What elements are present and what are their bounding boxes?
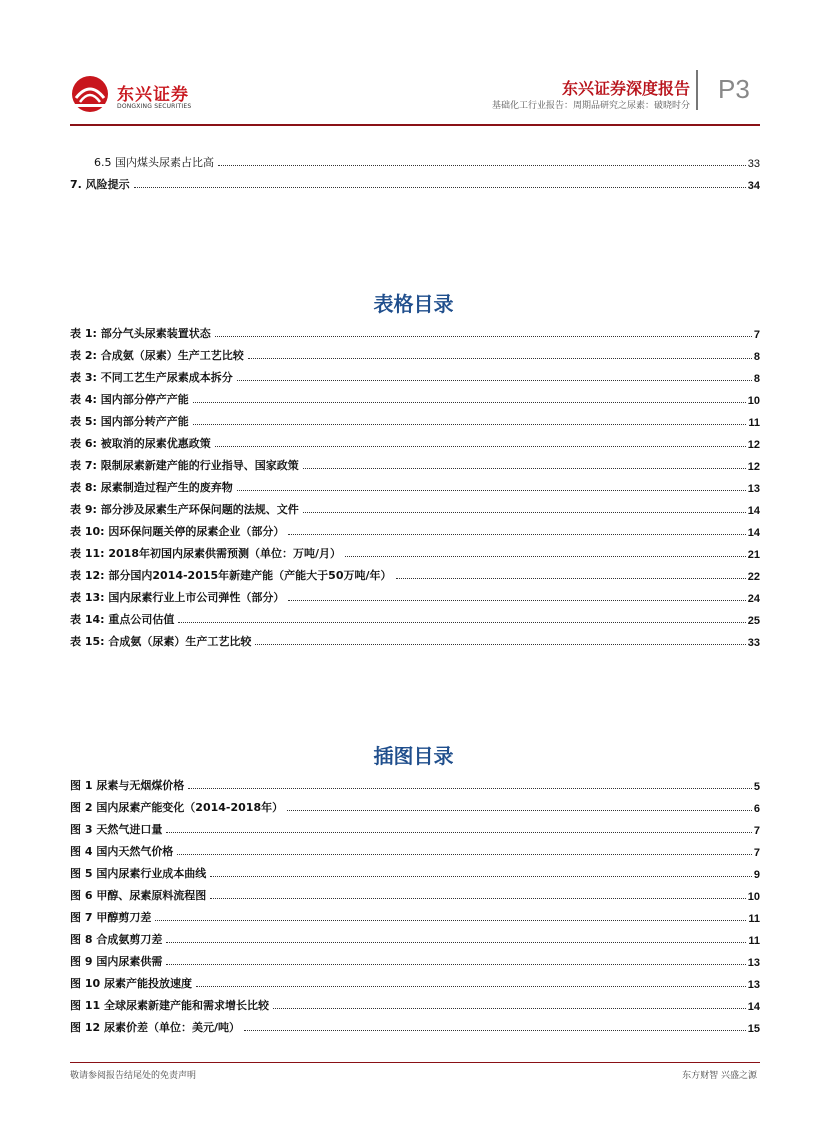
leader-dots bbox=[345, 556, 746, 557]
leader-dots bbox=[210, 876, 752, 877]
leader-dots bbox=[177, 854, 752, 855]
toc-entry-page: 5 bbox=[753, 781, 760, 793]
toc-entry-label: 表 9: 部分涉及尿素生产环保问题的法规、文件 bbox=[70, 503, 299, 516]
toc-entry-page: 7 bbox=[753, 825, 760, 837]
toc-entry-label: 表 13: 国内尿素行业上市公司弹性（部分） bbox=[70, 591, 285, 604]
toc-entry-label: 图 9 国内尿素供需 bbox=[70, 955, 163, 968]
leader-dots bbox=[196, 986, 746, 987]
leader-dots bbox=[215, 336, 752, 337]
page-header bbox=[70, 70, 760, 126]
header-divider bbox=[696, 70, 698, 110]
leader-dots bbox=[166, 942, 746, 943]
toc-entry[interactable] bbox=[70, 841, 760, 859]
leader-dots bbox=[193, 424, 747, 425]
leader-dots bbox=[248, 358, 752, 359]
leader-dots bbox=[188, 788, 752, 789]
toc-entry-page: 15 bbox=[747, 1023, 760, 1035]
footer-disclaimer: 敬请参阅报告结尾处的免责声明 bbox=[70, 1071, 197, 1081]
toc-entry-label: 表 1: 部分气头尿素装置状态 bbox=[70, 327, 211, 340]
toc-entry[interactable] bbox=[70, 174, 760, 192]
tables-section-title: 表格目录 bbox=[373, 292, 454, 316]
toc-entry[interactable] bbox=[70, 455, 760, 473]
toc-entry[interactable] bbox=[70, 775, 760, 793]
footer-rule bbox=[70, 1062, 760, 1063]
toc-entry[interactable] bbox=[70, 951, 760, 969]
toc-entry-label: 6.5 国内煤头尿素占比高 bbox=[94, 156, 214, 169]
toc-entry-label: 图 2 国内尿素产能变化（2014-2018年） bbox=[70, 801, 284, 814]
toc-entry-page: 14 bbox=[747, 527, 760, 539]
leader-dots bbox=[134, 187, 746, 188]
toc-entry-page: 22 bbox=[747, 571, 760, 583]
toc-entry[interactable] bbox=[70, 587, 760, 605]
toc-entry-label: 图 6 甲醇、尿素原料流程图 bbox=[70, 889, 207, 902]
leader-dots bbox=[155, 920, 746, 921]
toc-entry[interactable] bbox=[70, 389, 760, 407]
toc-entry[interactable] bbox=[70, 345, 760, 363]
leader-dots bbox=[288, 600, 745, 601]
toc-entry[interactable] bbox=[70, 929, 760, 947]
leader-dots bbox=[193, 402, 746, 403]
toc-entry-label: 7. 风险提示 bbox=[70, 178, 130, 191]
toc-entry[interactable] bbox=[70, 819, 760, 837]
leader-dots bbox=[255, 644, 745, 645]
page-number: P3 bbox=[718, 74, 750, 104]
toc-entry[interactable] bbox=[70, 499, 760, 517]
toc-entry[interactable] bbox=[70, 1017, 760, 1035]
toc-entry[interactable] bbox=[70, 885, 760, 903]
leader-dots bbox=[273, 1008, 746, 1009]
figures-section-title: 插图目录 bbox=[373, 744, 454, 768]
leader-dots bbox=[396, 578, 746, 579]
leader-dots bbox=[287, 810, 752, 811]
toc-entry-page: 10 bbox=[747, 395, 760, 407]
toc-entry-label: 图 10 尿素产能投放速度 bbox=[70, 977, 192, 990]
logo-text-en: DONGXING SECURITIES bbox=[117, 103, 192, 110]
company-logo bbox=[70, 74, 200, 114]
toc-entry-page: 11 bbox=[748, 417, 760, 429]
toc-entry[interactable] bbox=[70, 995, 760, 1013]
logo-text-cn: 东兴证券 bbox=[117, 85, 189, 105]
toc-entry[interactable] bbox=[70, 565, 760, 583]
leader-dots bbox=[288, 534, 745, 535]
toc-entry[interactable] bbox=[70, 367, 760, 385]
toc-entry-label: 表 2: 合成氨（尿素）生产工艺比较 bbox=[70, 349, 244, 362]
toc-entry-label: 图 12 尿素价差（单位：美元/吨） bbox=[70, 1021, 240, 1034]
header-rule bbox=[70, 124, 760, 126]
leader-dots bbox=[166, 964, 745, 965]
toc-entry-page: 34 bbox=[747, 180, 760, 192]
toc-entry-page: 13 bbox=[747, 957, 760, 969]
toc-entry-page: 8 bbox=[753, 373, 760, 385]
toc-entry-page: 10 bbox=[747, 891, 760, 903]
toc-entry-page: 6 bbox=[753, 803, 760, 815]
toc-entry-label: 表 5: 国内部分转产产能 bbox=[70, 415, 189, 428]
toc-entry[interactable] bbox=[70, 411, 760, 429]
toc-entry-label: 图 3 天然气进口量 bbox=[70, 823, 163, 836]
toc-entry[interactable] bbox=[70, 863, 760, 881]
toc-entry-label: 表 10: 因环保问题关停的尿素企业（部分） bbox=[70, 525, 285, 538]
toc-entry-label: 表 15: 合成氨（尿素）生产工艺比较 bbox=[70, 635, 252, 648]
toc-entry-label: 表 8: 尿素制造过程产生的废弃物 bbox=[70, 481, 233, 494]
leader-dots bbox=[237, 490, 746, 491]
leader-dots bbox=[166, 832, 752, 833]
toc-entry-label: 表 4: 国内部分停产产能 bbox=[70, 393, 189, 406]
leader-dots bbox=[218, 165, 746, 166]
toc-entry[interactable] bbox=[70, 152, 760, 170]
toc-entry-page: 13 bbox=[747, 979, 760, 991]
footer-slogan: 东方财智 兴盛之源 bbox=[682, 1071, 757, 1081]
toc-entry-label: 图 5 国内尿素行业成本曲线 bbox=[70, 867, 207, 880]
toc-entry[interactable] bbox=[70, 973, 760, 991]
toc-entry-page: 9 bbox=[753, 869, 760, 881]
leader-dots bbox=[237, 380, 752, 381]
toc-entry-page: 25 bbox=[747, 615, 760, 627]
toc-entry-page: 21 bbox=[747, 549, 760, 561]
toc-entry-label: 图 7 甲醇剪刀差 bbox=[70, 911, 152, 924]
toc-entry[interactable] bbox=[70, 323, 760, 341]
toc-entry-page: 7 bbox=[753, 847, 760, 859]
toc-entry-label: 表 3: 不同工艺生产尿素成本拆分 bbox=[70, 371, 233, 384]
toc-entry-page: 8 bbox=[753, 351, 760, 363]
toc-entry-page: 14 bbox=[747, 505, 760, 517]
toc-entry-label: 表 14: 重点公司估值 bbox=[70, 613, 175, 626]
leader-dots bbox=[210, 898, 745, 899]
toc-entry-page: 14 bbox=[747, 1001, 760, 1013]
leader-dots bbox=[303, 468, 746, 469]
toc-entry-page: 24 bbox=[747, 593, 760, 605]
toc-entry[interactable] bbox=[70, 433, 760, 451]
toc-entry-page: 11 bbox=[748, 913, 760, 925]
toc-entry[interactable] bbox=[70, 907, 760, 925]
toc-entry-page: 12 bbox=[747, 461, 760, 473]
toc-entry-label: 表 11: 2018年初国内尿素供需预测（单位：万吨/月） bbox=[70, 547, 341, 560]
toc-entry-label: 图 11 全球尿素新建产能和需求增长比较 bbox=[70, 999, 269, 1012]
toc-entry-page: 13 bbox=[747, 483, 760, 495]
toc-entry-label: 表 6: 被取消的尿素优惠政策 bbox=[70, 437, 211, 450]
toc-entry[interactable] bbox=[70, 543, 760, 561]
leader-dots bbox=[244, 1030, 746, 1031]
toc-entry-label: 表 12: 部分国内2014-2015年新建产能（产能大于50万吨/年） bbox=[70, 569, 392, 582]
report-subtitle: 基础化工行业报告：周期品研究之尿素：破晓时分 bbox=[491, 101, 690, 111]
toc-entry-page: 11 bbox=[748, 935, 760, 947]
toc-entry[interactable] bbox=[70, 477, 760, 495]
toc-entry[interactable] bbox=[70, 797, 760, 815]
toc-entry[interactable] bbox=[70, 609, 760, 627]
toc-entry-label: 表 7: 限制尿素新建产能的行业指导、国家政策 bbox=[70, 459, 299, 472]
report-title: 东兴证券深度报告 bbox=[561, 79, 690, 98]
toc-entry-label: 图 4 国内天然气价格 bbox=[70, 845, 174, 858]
leader-dots bbox=[303, 512, 746, 513]
toc-entry[interactable] bbox=[70, 631, 760, 649]
toc-entry[interactable] bbox=[70, 521, 760, 539]
toc-entry-page: 33 bbox=[747, 158, 760, 170]
toc-entry-page: 7 bbox=[753, 329, 760, 341]
leader-dots bbox=[178, 622, 745, 623]
toc-entry-label: 图 1 尿素与无烟煤价格 bbox=[70, 779, 185, 792]
toc-entry-label: 图 8 合成氨剪刀差 bbox=[70, 933, 163, 946]
toc-entry-page: 33 bbox=[747, 637, 760, 649]
leader-dots bbox=[215, 446, 746, 447]
logo-mark-icon bbox=[70, 74, 114, 114]
toc-entry-page: 12 bbox=[747, 439, 760, 451]
